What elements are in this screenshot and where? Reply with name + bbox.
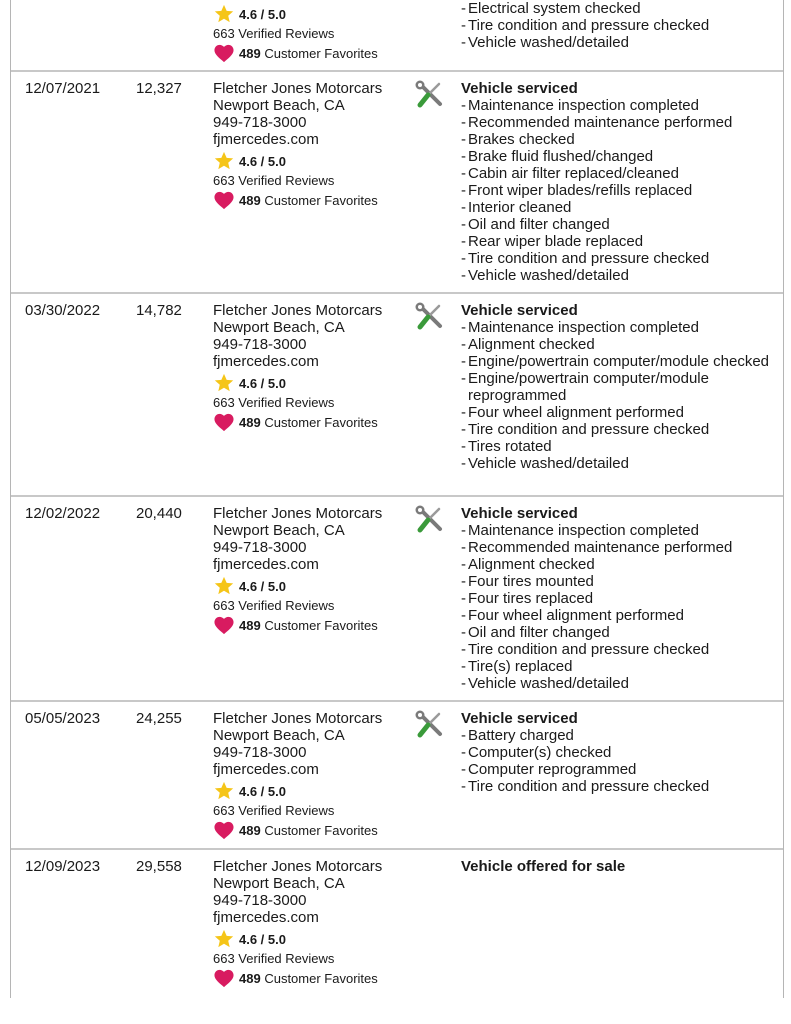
wrench-screwdriver-icon [415,710,445,740]
service-item: - Brake fluid flushed/changed [461,148,781,165]
dealer-phone[interactable]: 949-718-3000 [213,744,307,761]
favorites-label: Customer Favorites [264,45,378,61]
history-record [11,497,783,702]
service-item: - Cabin air filter replaced/cleaned [461,165,781,182]
star-icon [213,150,235,172]
dealer-phone[interactable]: 949-718-3000 [213,114,307,131]
service-item: - Tire condition and pressure checked [461,250,781,267]
service-item: - Front wiper blades/refills replaced [461,182,781,199]
favorites-count: 489 [239,617,261,633]
wrench-screwdriver-icon [415,80,445,110]
favorites-count: 489 [239,414,261,430]
dealer-location: Newport Beach, CA [213,727,345,744]
service-item: - Interior cleaned [461,199,781,216]
dealer-website[interactable]: fjmercedes.com [213,353,319,370]
service-item: - Four wheel alignment performed [461,607,781,624]
record-mileage: 24,255 [136,710,182,727]
service-item: - Oil and filter changed [461,216,781,233]
dealer-info [213,858,413,988]
service-history-table [10,0,784,998]
dealer-name[interactable]: Fletcher Jones Motorcars [213,302,383,319]
rating-row [213,576,413,596]
record-date: 12/07/2021 [25,80,101,97]
star-icon [213,3,235,25]
rating-value: 4.6 / 5.0 [239,153,286,169]
service-item: - Vehicle washed/detailed [461,267,781,284]
rating-row [213,929,413,949]
service-item: - Oil and filter changed [461,624,781,641]
service-items [461,0,781,51]
dealer-website[interactable]: fjmercedes.com [213,131,319,148]
dealer-website[interactable]: fjmercedes.com [213,761,319,778]
verified-reviews[interactable]: 663 Verified Reviews [213,26,335,41]
service-details [461,302,781,472]
service-item: - Tire condition and pressure checked [461,641,781,658]
record-mileage: 12,327 [136,80,182,97]
rating-value: 4.6 / 5.0 [239,578,286,594]
service-details [461,505,781,692]
star-icon [213,928,235,950]
heart-icon [213,412,235,432]
service-item: - Maintenance inspection completed [461,522,781,539]
favorites-count: 489 [239,45,261,61]
service-item: - Tire(s) replaced [461,658,781,675]
service-item: - Maintenance inspection completed [461,319,781,336]
verified-reviews[interactable]: 663 Verified Reviews [213,173,335,188]
rating-row [213,781,413,801]
dealer-info [213,710,413,840]
record-date: 12/09/2023 [25,858,101,875]
star-icon [213,575,235,597]
dealer-phone[interactable]: 949-718-3000 [213,539,307,556]
heart-icon [213,820,235,840]
service-title: Vehicle serviced [461,710,578,727]
favorites-label: Customer Favorites [264,617,378,633]
verified-reviews[interactable]: 663 Verified Reviews [213,951,335,966]
dealer-name[interactable]: Fletcher Jones Motorcars [213,710,383,727]
service-item: - Vehicle washed/detailed [461,455,781,472]
favorites-count: 489 [239,192,261,208]
service-item: - Engine/powertrain computer/module reprogrammed [461,370,781,404]
service-title: Vehicle serviced [461,302,578,319]
star-icon [213,372,235,394]
favorites-row [213,615,413,635]
service-item: - Tire condition and pressure checked [461,421,781,438]
record-mileage: 14,782 [136,302,182,319]
service-details [461,80,781,284]
favorites-row [213,968,413,988]
rating-value: 4.6 / 5.0 [239,783,286,799]
service-item: - Four tires replaced [461,590,781,607]
heart-icon [213,190,235,210]
service-item: - Tire condition and pressure checked [461,778,781,795]
service-item: - Brakes checked [461,131,781,148]
dealer-info [213,4,413,63]
service-item: - Alignment checked [461,556,781,573]
rating-value: 4.6 / 5.0 [239,931,286,947]
service-item: - Maintenance inspection completed [461,97,781,114]
dealer-name[interactable]: Fletcher Jones Motorcars [213,505,383,522]
service-item: - Recommended maintenance performed [461,539,781,556]
service-item: - Tire condition and pressure checked [461,17,781,34]
favorites-row [213,820,413,840]
star-icon [213,780,235,802]
service-item: - Electrical system checked [461,0,781,17]
verified-reviews[interactable]: 663 Verified Reviews [213,395,335,410]
service-items [461,97,781,284]
history-record [11,702,783,850]
service-details [461,858,781,875]
service-title: Vehicle serviced [461,505,578,522]
record-date: 03/30/2022 [25,302,101,319]
favorites-label: Customer Favorites [264,970,378,986]
rating-value: 4.6 / 5.0 [239,6,286,22]
dealer-location: Newport Beach, CA [213,522,345,539]
dealer-info [213,505,413,635]
wrench-screwdriver-icon [415,302,445,332]
service-item: - Four wheel alignment performed [461,404,781,421]
favorites-row [213,43,413,63]
service-item: - Rear wiper blade replaced [461,233,781,250]
heart-icon [213,43,235,63]
service-title: Vehicle serviced [461,80,578,97]
service-details [461,0,781,51]
verified-reviews[interactable]: 663 Verified Reviews [213,803,335,818]
favorites-row [213,190,413,210]
dealer-info [213,302,413,432]
history-record [11,850,783,998]
heart-icon [213,968,235,988]
dealer-website[interactable]: fjmercedes.com [213,556,319,573]
favorites-label: Customer Favorites [264,192,378,208]
favorites-label: Customer Favorites [264,822,378,838]
favorites-row [213,412,413,432]
favorites-count: 489 [239,822,261,838]
dealer-location: Newport Beach, CA [213,875,345,892]
service-item: - Four tires mounted [461,573,781,590]
service-item: - Computer(s) checked [461,744,781,761]
dealer-location: Newport Beach, CA [213,97,345,114]
heart-icon [213,615,235,635]
dealer-phone[interactable]: 949-718-3000 [213,892,307,909]
service-item: - Vehicle washed/detailed [461,675,781,692]
service-item: - Alignment checked [461,336,781,353]
service-details [461,710,781,795]
rating-value: 4.6 / 5.0 [239,375,286,391]
dealer-location: Newport Beach, CA [213,319,345,336]
service-item: - Vehicle washed/detailed [461,34,781,51]
record-mileage: 20,440 [136,505,182,522]
history-record [11,72,783,294]
verified-reviews[interactable]: 663 Verified Reviews [213,598,335,613]
history-record [11,294,783,497]
wrench-screwdriver-icon [415,505,445,535]
service-item: - Recommended maintenance performed [461,114,781,131]
service-title: Vehicle offered for sale [461,858,626,875]
service-item: - Computer reprogrammed [461,761,781,778]
dealer-phone[interactable]: 949-718-3000 [213,336,307,353]
dealer-info [213,80,413,210]
dealer-website[interactable]: fjmercedes.com [213,909,319,926]
rating-row [213,373,413,393]
rating-row [213,151,413,171]
service-items [461,522,781,692]
service-item: - Engine/powertrain computer/module checked [461,353,781,370]
service-items [461,727,781,795]
record-date: 05/05/2023 [25,710,101,727]
record-date: 12/02/2022 [25,505,101,522]
service-items [461,319,781,472]
dealer-name[interactable]: Fletcher Jones Motorcars [213,858,383,875]
favorites-count: 489 [239,970,261,986]
favorites-label: Customer Favorites [264,414,378,430]
record-mileage: 29,558 [136,858,182,875]
history-record [11,0,783,72]
rating-row [213,4,413,24]
service-item: - Tires rotated [461,438,781,455]
dealer-name[interactable]: Fletcher Jones Motorcars [213,80,383,97]
service-item: - Battery charged [461,727,781,744]
